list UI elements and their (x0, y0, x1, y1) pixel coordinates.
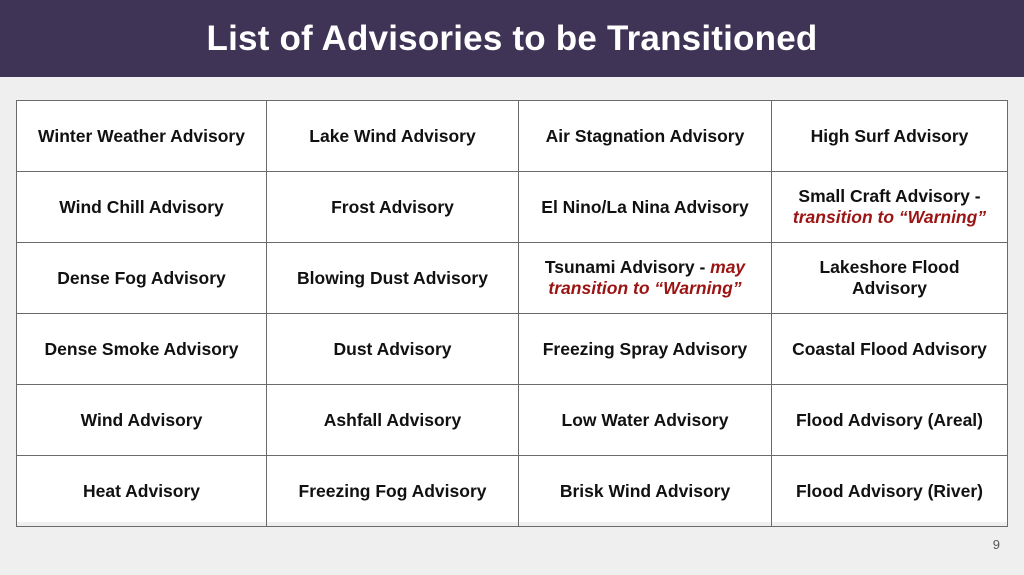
advisory-name: Wind Advisory (80, 409, 203, 430)
advisory-name: Flood Advisory (River) (795, 480, 983, 501)
transition-note: may transition to “Warning” (548, 257, 746, 298)
advisory-name: Freezing Fog Advisory (298, 480, 487, 501)
advisory-name: Coastal Flood Advisory (792, 338, 987, 359)
table-row (17, 101, 1008, 172)
table-cell (519, 243, 772, 314)
advisory-name: Heat Advisory (82, 480, 201, 501)
table-cell (267, 243, 519, 314)
transition-note: transition to “Warning” (792, 207, 987, 227)
slide-title: List of Advisories to be Transitioned (206, 18, 818, 58)
table-cell (17, 243, 267, 314)
table-cell (772, 243, 1008, 314)
advisory-name: Lakeshore Flood Advisory (819, 257, 960, 298)
table-row (17, 172, 1008, 243)
table-cell (17, 314, 267, 385)
advisory-name: Ashfall Advisory (323, 409, 462, 430)
advisory-name: Tsunami Advisory - (544, 257, 711, 277)
advisory-name: Blowing Dust Advisory (297, 267, 488, 288)
table-row (17, 456, 1008, 527)
table-cell (267, 385, 519, 456)
table-cell (17, 101, 267, 172)
advisory-name: Low Water Advisory (561, 409, 729, 430)
table-cell (519, 101, 772, 172)
table-cell (772, 172, 1008, 243)
table-row (17, 314, 1008, 385)
table-row (17, 385, 1008, 456)
table-row (17, 243, 1008, 314)
advisory-name: Winter Weather Advisory (38, 125, 245, 146)
table-cell (267, 172, 519, 243)
advisory-name: Lake Wind Advisory (309, 125, 476, 146)
table-cell (17, 385, 267, 456)
advisory-name: Air Stagnation Advisory (545, 125, 745, 146)
table-cell (267, 101, 519, 172)
advisories-table-container (16, 100, 1007, 522)
advisory-name: Dust Advisory (333, 338, 452, 359)
page-number: 9 (992, 537, 1000, 552)
advisory-name: Wind Chill Advisory (59, 196, 224, 217)
table-cell (519, 385, 772, 456)
advisories-table (16, 100, 1008, 527)
table-cell (267, 456, 519, 527)
advisory-name: Dense Fog Advisory (57, 267, 226, 288)
table-cell (519, 172, 772, 243)
advisory-name: High Surf Advisory (810, 125, 969, 146)
advisory-name: Brisk Wind Advisory (559, 480, 731, 501)
advisory-name: Dense Smoke Advisory (44, 338, 239, 359)
table-cell (772, 385, 1008, 456)
slide-header (0, 0, 1024, 77)
advisory-name: Frost Advisory (331, 196, 454, 217)
advisory-name: Small Craft Advisory - (798, 186, 981, 206)
table-cell (772, 456, 1008, 527)
advisory-name: El Nino/La Nina Advisory (541, 196, 749, 217)
table-cell (17, 456, 267, 527)
table-cell (519, 314, 772, 385)
table-cell (772, 101, 1008, 172)
table-cell (17, 172, 267, 243)
advisory-name: Freezing Spray Advisory (542, 338, 748, 359)
table-cell (519, 456, 772, 527)
advisory-name: Flood Advisory (Areal) (795, 409, 983, 430)
table-cell (772, 314, 1008, 385)
table-cell (267, 314, 519, 385)
